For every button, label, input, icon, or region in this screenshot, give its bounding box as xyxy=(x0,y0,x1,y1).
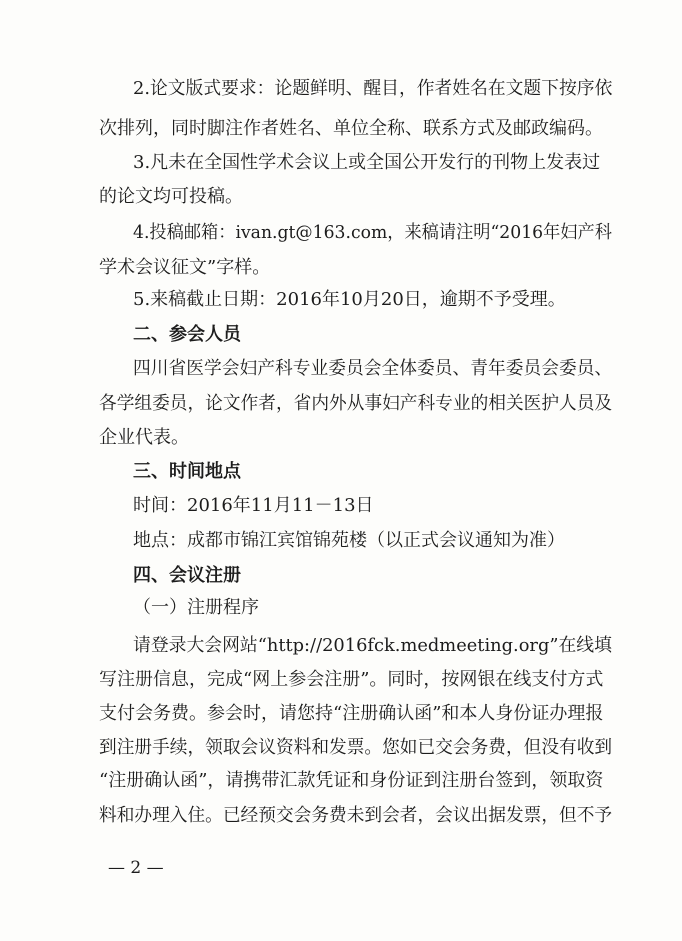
section-4-line-3: 支付会务费。参会时，请您持“注册确认函”和本人身份证办理报 xyxy=(99,703,604,724)
section-4-subheading: （一）注册程序 xyxy=(133,597,259,618)
item-3-line-2: 的论文均可投稿。 xyxy=(99,186,243,207)
section-2-heading: 二、参会人员 xyxy=(133,324,241,345)
section-4-heading: 四、会议注册 xyxy=(133,565,241,586)
section-4-line-2: 写注册信息，完成“网上参会注册”。同时，按网银在线支付方式 xyxy=(99,669,604,690)
item-4-line-2: 学术会议征文”字样。 xyxy=(99,257,271,278)
section-2-line-2: 各学组委员，论文作者，省内外从事妇产科专业的相关医护人员及 xyxy=(99,393,613,414)
section-4-line-4: 到注册手续，领取会议资料和发票。您如已交会务费，但没有收到 xyxy=(99,737,613,758)
item-5-line-1: 5.来稿截止日期：2016年10月20日，逾期不予受理。 xyxy=(133,289,566,310)
section-4-line-1: 请登录大会网站“http://2016fck.medmeeting.org”在线填 xyxy=(133,635,612,656)
section-4-line-6: 料和办理入住。已经预交会务费未到会者，会议出据发票，但不予 xyxy=(99,805,613,826)
section-3-place: 地点：成都市锦江宾馆锦苑楼（以正式会议通知为准） xyxy=(133,530,565,551)
section-4-line-5: “注册确认函”，请携带汇款凭证和身份证到注册台签到，领取资 xyxy=(99,770,604,791)
item-4-line-1: 4.投稿邮箱：ivan.gt@163.com，来稿请注明“2016年妇产科 xyxy=(133,222,612,243)
item-2-line-1: 2.论文版式要求：论题鲜明、醒目，作者姓名在文题下按序依 xyxy=(133,78,613,99)
section-2-line-3: 企业代表。 xyxy=(99,427,189,448)
section-3-heading: 三、时间地点 xyxy=(133,461,241,482)
section-3-time: 时间：2016年11月11－13日 xyxy=(133,495,374,516)
item-2-line-2: 次排列，同时脚注作者姓名、单位全称、联系方式及邮政编码。 xyxy=(99,118,603,139)
page-number: — 2 — xyxy=(108,858,164,878)
item-3-line-1: 3.凡未在全国性学术会议上或全国公开发行的刊物上发表过 xyxy=(133,152,601,173)
section-2-line-1: 四川省医学会妇产科专业委员会全体委员、青年委员会委员、 xyxy=(133,358,613,379)
